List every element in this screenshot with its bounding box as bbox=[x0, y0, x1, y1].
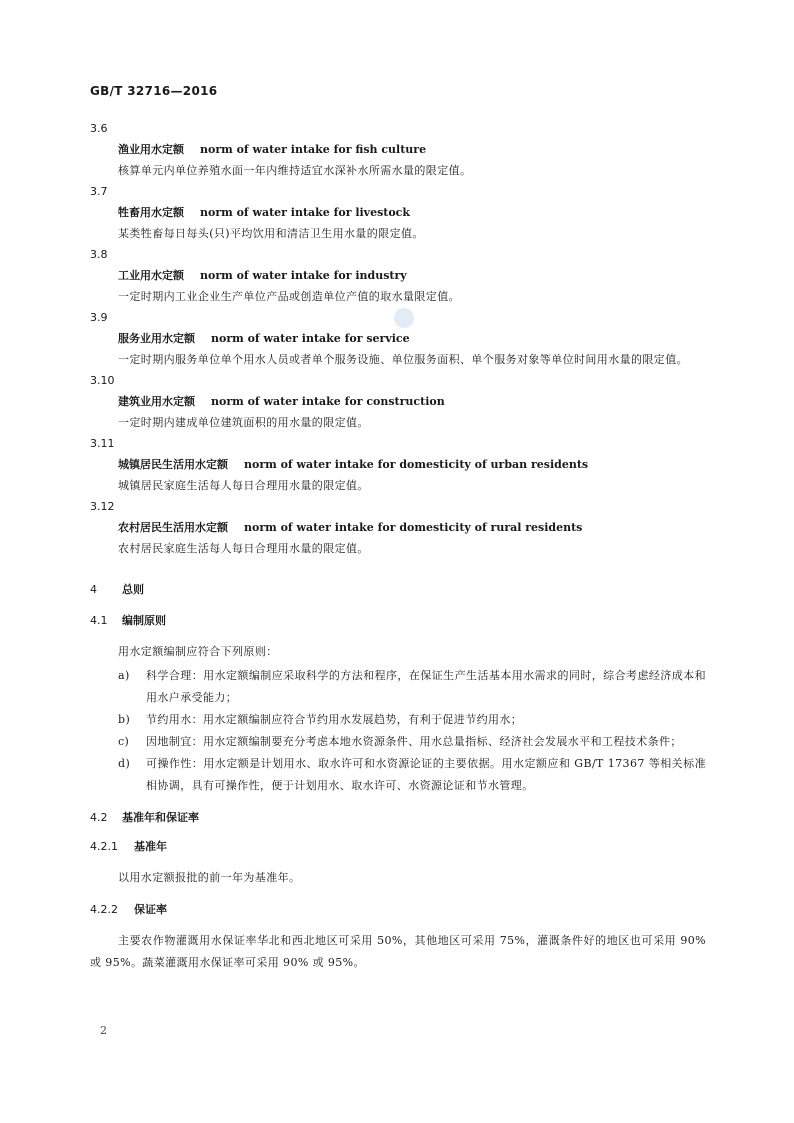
section-title: 总则 bbox=[122, 583, 144, 596]
term-en: norm of water intake for domesticity of urban residents bbox=[244, 458, 589, 471]
standard-code-header: GB/T 32716—2016 bbox=[90, 84, 218, 98]
list-marker: c) bbox=[118, 735, 130, 748]
term-number: 3.8 bbox=[90, 248, 108, 261]
section-4-heading bbox=[90, 579, 706, 600]
term-zh: 农村居民生活用水定额 bbox=[118, 521, 228, 534]
term-definition: 某类牲畜每日每头(只)平均饮用和清洁卫生用水量的限定值。 bbox=[118, 227, 424, 240]
term-zh: 建筑业用水定额 bbox=[118, 395, 195, 408]
term-number: 3.6 bbox=[90, 122, 108, 135]
list-item-d bbox=[90, 753, 706, 797]
page-number: 2 bbox=[100, 1024, 107, 1037]
section-number: 4.2.2 bbox=[90, 903, 118, 916]
term-3-11 bbox=[90, 433, 706, 496]
term-en: norm of water intake for construction bbox=[211, 395, 445, 408]
list-text: 节约用水：用水定额编制应符合节约用水发展趋势，有利于促进节约用水； bbox=[146, 713, 523, 726]
term-title bbox=[90, 265, 706, 286]
term-definition: 城镇居民家庭生活每人每日合理用水量的限定值。 bbox=[118, 479, 369, 492]
list-text: 可操作性：用水定额是计划用水、取水许可和水资源论证的主要依据。用水定额应和 GB/T 17367 等相关标准相协调，具有可操作性，便于计划用水、取水许可、水资源论证和节水管理。 bbox=[146, 757, 706, 792]
term-zh: 牲畜用水定额 bbox=[118, 206, 184, 219]
section-title: 基准年和保证率 bbox=[122, 811, 199, 824]
term-title bbox=[90, 139, 706, 160]
term-title bbox=[90, 517, 706, 538]
section-4-1-heading bbox=[90, 610, 706, 631]
term-3-6 bbox=[90, 118, 706, 181]
term-3-8 bbox=[90, 244, 706, 307]
guarantee-rate-text: 主要农作物灌溉用水保证率华北和西北地区可采用 50%，其他地区可采用 75%，灌溉条件好的地区也可采用 90% 或 95%。蔬菜灌溉用水保证率可采用 90% 或 95%。 bbox=[90, 934, 706, 969]
term-3-12 bbox=[90, 496, 706, 559]
section-title: 基准年 bbox=[134, 840, 167, 853]
list-item-c bbox=[90, 731, 706, 753]
term-zh: 工业用水定额 bbox=[118, 269, 184, 282]
term-number: 3.9 bbox=[90, 311, 108, 324]
term-definition: 农村居民家庭生活每人每日合理用水量的限定值。 bbox=[118, 542, 369, 555]
section-4-2-heading bbox=[90, 807, 706, 828]
section-number: 4.2 bbox=[90, 811, 108, 824]
term-title bbox=[90, 454, 706, 475]
list-item-a bbox=[90, 665, 706, 709]
section-title: 编制原则 bbox=[122, 614, 166, 627]
list-item-b bbox=[90, 709, 706, 731]
term-number: 3.11 bbox=[90, 437, 115, 450]
term-definition: 一定时期内建成单位建筑面积的用水量的限定值。 bbox=[118, 416, 369, 429]
term-title bbox=[90, 328, 706, 349]
term-zh: 城镇居民生活用水定额 bbox=[118, 458, 228, 471]
list-marker: d) bbox=[118, 757, 131, 770]
term-en: norm of water intake for livestock bbox=[200, 206, 411, 219]
base-year-text: 以用水定额报批的前一年为基准年。 bbox=[118, 871, 301, 884]
term-en: norm of water intake for fish culture bbox=[200, 143, 427, 156]
section-4-2-2-heading bbox=[90, 899, 706, 920]
term-definition: 核算单元内单位养殖水面一年内维持适宜水深补水所需水量的限定值。 bbox=[118, 164, 472, 177]
term-number: 3.7 bbox=[90, 185, 108, 198]
section-number: 4 bbox=[90, 583, 97, 596]
term-zh: 渔业用水定额 bbox=[118, 143, 184, 156]
list-text: 因地制宜：用水定额编制要充分考虑本地水资源条件、用水总量指标、经济社会发展水平和工程技术条件； bbox=[146, 735, 682, 748]
section-4-2-1-heading bbox=[90, 836, 706, 857]
section-number: 4.1 bbox=[90, 614, 108, 627]
list-marker: a) bbox=[118, 669, 130, 682]
section-number: 4.2.1 bbox=[90, 840, 118, 853]
term-3-10 bbox=[90, 370, 706, 433]
term-en: norm of water intake for domesticity of rural residents bbox=[244, 521, 583, 534]
term-en: norm of water intake for industry bbox=[200, 269, 407, 282]
document-body bbox=[90, 118, 706, 974]
term-definition: 一定时期内服务单位单个用水人员或者单个服务设施、单位服务面积、单个服务对象等单位时间用水量的限定值。 bbox=[118, 353, 688, 366]
term-3-7 bbox=[90, 181, 706, 244]
term-number: 3.12 bbox=[90, 500, 115, 513]
term-definition: 一定时期内工业企业生产单位产品或创造单位产值的取水量限定值。 bbox=[118, 290, 460, 303]
term-en: norm of water intake for service bbox=[211, 332, 410, 345]
term-title bbox=[90, 391, 706, 412]
term-title bbox=[90, 202, 706, 223]
principles-intro: 用水定额编制应符合下列原则： bbox=[118, 645, 278, 658]
term-3-9 bbox=[90, 307, 706, 370]
term-number: 3.10 bbox=[90, 374, 115, 387]
term-zh: 服务业用水定额 bbox=[118, 332, 195, 345]
list-marker: b) bbox=[118, 713, 131, 726]
list-text: 科学合理：用水定额编制应采取科学的方法和程序，在保证生产生活基本用水需求的同时，综合考虑经济成本和用水户承受能力； bbox=[146, 669, 706, 704]
section-title: 保证率 bbox=[134, 903, 167, 916]
